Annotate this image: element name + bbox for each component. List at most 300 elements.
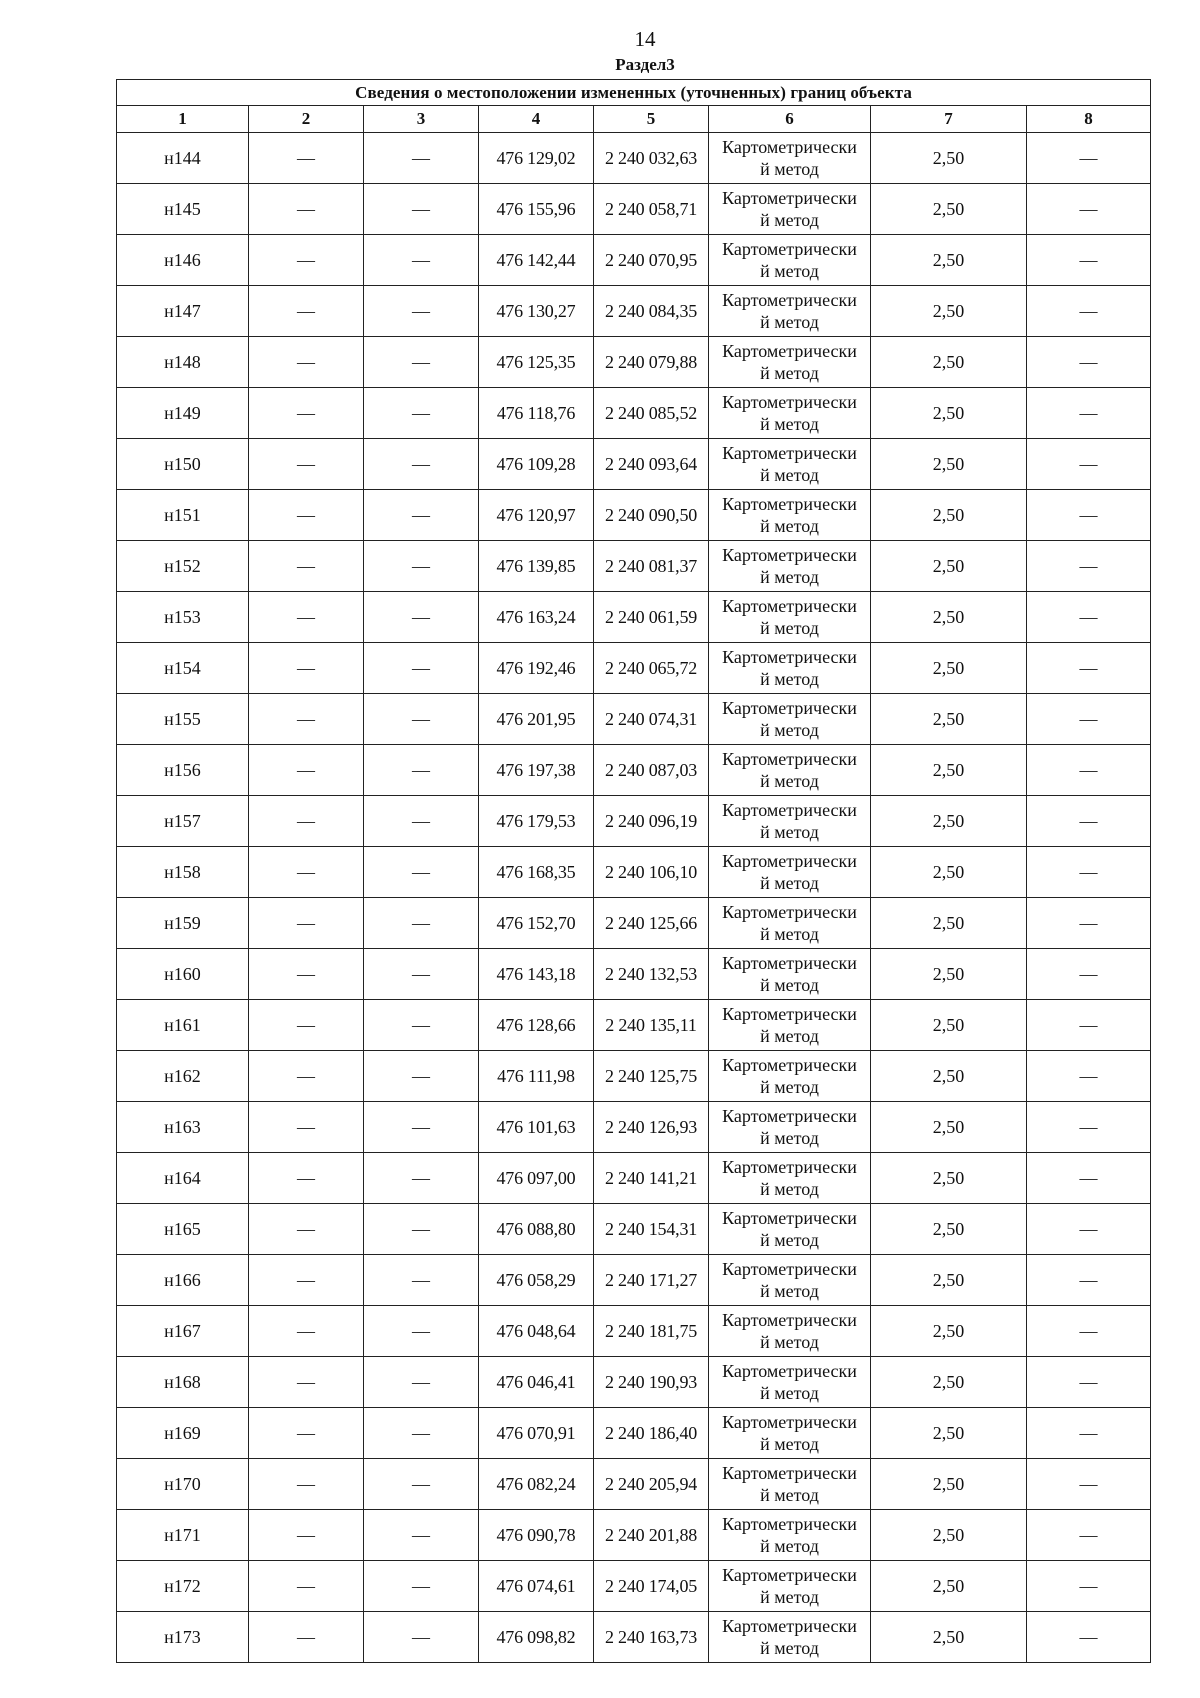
column-3-cell: — — [364, 490, 479, 541]
table-caption-row — [117, 80, 1151, 106]
method-line-1: Картометрически — [722, 800, 857, 820]
column-8-cell: — — [1027, 643, 1151, 694]
column-3-cell: — — [364, 592, 479, 643]
y-coordinate-cell: 2 240 190,93 — [594, 1357, 709, 1408]
table-row — [117, 1459, 1151, 1510]
method-cell — [709, 592, 871, 643]
accuracy-cell: 2,50 — [871, 1357, 1027, 1408]
x-coordinate-cell: 476 109,28 — [479, 439, 594, 490]
point-number-cell: н162 — [117, 1051, 249, 1102]
method-line-2: й метод — [760, 567, 819, 587]
y-coordinate-cell: 2 240 181,75 — [594, 1306, 709, 1357]
accuracy-cell: 2,50 — [871, 490, 1027, 541]
y-coordinate-cell: 2 240 174,05 — [594, 1561, 709, 1612]
x-coordinate-cell: 476 046,41 — [479, 1357, 594, 1408]
method-line-2: й метод — [760, 1587, 819, 1607]
table-row — [117, 796, 1151, 847]
column-2-cell: — — [249, 898, 364, 949]
column-3-cell: — — [364, 1510, 479, 1561]
table-row — [117, 745, 1151, 796]
y-coordinate-cell: 2 240 186,40 — [594, 1408, 709, 1459]
accuracy-cell: 2,50 — [871, 592, 1027, 643]
point-number-cell: н163 — [117, 1102, 249, 1153]
column-2-cell: — — [249, 694, 364, 745]
column-2-cell: — — [249, 592, 364, 643]
point-number-cell: н172 — [117, 1561, 249, 1612]
method-line-2: й метод — [760, 1281, 819, 1301]
point-number-cell: н144 — [117, 133, 249, 184]
x-coordinate-cell: 476 111,98 — [479, 1051, 594, 1102]
y-coordinate-cell: 2 240 032,63 — [594, 133, 709, 184]
point-number-cell: н173 — [117, 1612, 249, 1663]
y-coordinate-cell: 2 240 087,03 — [594, 745, 709, 796]
method-line-1: Картометрически — [722, 698, 857, 718]
accuracy-cell: 2,50 — [871, 1408, 1027, 1459]
method-line-2: й метод — [760, 1230, 819, 1250]
column-header: 2 — [249, 106, 364, 133]
column-8-cell: — — [1027, 898, 1151, 949]
method-cell — [709, 1306, 871, 1357]
y-coordinate-cell: 2 240 058,71 — [594, 184, 709, 235]
y-coordinate-cell: 2 240 201,88 — [594, 1510, 709, 1561]
column-2-cell: — — [249, 1510, 364, 1561]
y-coordinate-cell: 2 240 096,19 — [594, 796, 709, 847]
method-line-2: й метод — [760, 1026, 819, 1046]
x-coordinate-cell: 476 070,91 — [479, 1408, 594, 1459]
column-8-cell: — — [1027, 286, 1151, 337]
method-line-1: Картометрически — [722, 647, 857, 667]
column-2-cell: — — [249, 949, 364, 1000]
x-coordinate-cell: 476 058,29 — [479, 1255, 594, 1306]
table-row — [117, 1051, 1151, 1102]
column-8-cell: — — [1027, 745, 1151, 796]
y-coordinate-cell: 2 240 074,31 — [594, 694, 709, 745]
column-2-cell: — — [249, 1561, 364, 1612]
column-3-cell: — — [364, 796, 479, 847]
method-cell — [709, 1510, 871, 1561]
column-3-cell: — — [364, 1612, 479, 1663]
method-line-2: й метод — [760, 1077, 819, 1097]
method-line-1: Картометрически — [722, 290, 857, 310]
column-2-cell: — — [249, 439, 364, 490]
method-line-1: Картометрически — [722, 1208, 857, 1228]
column-2-cell: — — [249, 337, 364, 388]
x-coordinate-cell: 476 129,02 — [479, 133, 594, 184]
point-number-cell: н152 — [117, 541, 249, 592]
column-3-cell: — — [364, 1000, 479, 1051]
method-line-2: й метод — [760, 414, 819, 434]
method-line-1: Картометрически — [722, 1055, 857, 1075]
table-row — [117, 1306, 1151, 1357]
method-cell — [709, 1561, 871, 1612]
column-3-cell: — — [364, 949, 479, 1000]
column-2-cell: — — [249, 388, 364, 439]
x-coordinate-cell: 476 088,80 — [479, 1204, 594, 1255]
column-2-cell: — — [249, 286, 364, 337]
y-coordinate-cell: 2 240 093,64 — [594, 439, 709, 490]
accuracy-cell: 2,50 — [871, 1204, 1027, 1255]
method-cell — [709, 643, 871, 694]
method-cell — [709, 847, 871, 898]
point-number-cell: н170 — [117, 1459, 249, 1510]
method-line-2: й метод — [760, 1536, 819, 1556]
x-coordinate-cell: 476 163,24 — [479, 592, 594, 643]
y-coordinate-cell: 2 240 205,94 — [594, 1459, 709, 1510]
point-number-cell: н161 — [117, 1000, 249, 1051]
x-coordinate-cell: 476 120,97 — [479, 490, 594, 541]
column-2-cell: — — [249, 1102, 364, 1153]
method-cell — [709, 1204, 871, 1255]
method-cell — [709, 745, 871, 796]
table-row — [117, 1153, 1151, 1204]
method-line-2: й метод — [760, 771, 819, 791]
section-title: Раздел3 — [615, 55, 675, 74]
column-3-cell: — — [364, 133, 479, 184]
accuracy-cell: 2,50 — [871, 796, 1027, 847]
y-coordinate-cell: 2 240 132,53 — [594, 949, 709, 1000]
column-header: 6 — [709, 106, 871, 133]
point-number-cell: н165 — [117, 1204, 249, 1255]
column-2-cell: — — [249, 235, 364, 286]
point-number-cell: н147 — [117, 286, 249, 337]
method-line-1: Картометрически — [722, 902, 857, 922]
table-caption: Сведения о местоположении измененных (уточненных) границ объекта — [117, 80, 1151, 106]
method-line-2: й метод — [760, 1383, 819, 1403]
point-number-cell: н166 — [117, 1255, 249, 1306]
table-row — [117, 949, 1151, 1000]
point-number-cell: н168 — [117, 1357, 249, 1408]
method-cell — [709, 235, 871, 286]
accuracy-cell: 2,50 — [871, 286, 1027, 337]
column-8-cell: — — [1027, 388, 1151, 439]
table-row — [117, 1612, 1151, 1663]
column-3-cell: — — [364, 1255, 479, 1306]
method-line-1: Картометрически — [722, 341, 857, 361]
y-coordinate-cell: 2 240 084,35 — [594, 286, 709, 337]
point-number-cell: н164 — [117, 1153, 249, 1204]
table-row — [117, 439, 1151, 490]
method-line-2: й метод — [760, 873, 819, 893]
method-line-1: Картометрически — [722, 1361, 857, 1381]
column-8-cell: — — [1027, 133, 1151, 184]
table-row — [117, 1408, 1151, 1459]
y-coordinate-cell: 2 240 171,27 — [594, 1255, 709, 1306]
column-8-cell: — — [1027, 1255, 1151, 1306]
x-coordinate-cell: 476 097,00 — [479, 1153, 594, 1204]
accuracy-cell: 2,50 — [871, 1561, 1027, 1612]
point-number-cell: н150 — [117, 439, 249, 490]
point-number-cell: н148 — [117, 337, 249, 388]
method-line-1: Картометрически — [722, 1310, 857, 1330]
column-3-cell: — — [364, 643, 479, 694]
method-line-1: Картометрически — [722, 1157, 857, 1177]
column-8-cell: — — [1027, 796, 1151, 847]
method-line-1: Картометрически — [722, 749, 857, 769]
x-coordinate-cell: 476 074,61 — [479, 1561, 594, 1612]
x-coordinate-cell: 476 130,27 — [479, 286, 594, 337]
method-line-1: Картометрически — [722, 596, 857, 616]
column-8-cell: — — [1027, 235, 1151, 286]
point-number-cell: н158 — [117, 847, 249, 898]
method-line-2: й метод — [760, 822, 819, 842]
point-number-cell: н151 — [117, 490, 249, 541]
column-8-cell: — — [1027, 184, 1151, 235]
accuracy-cell: 2,50 — [871, 1459, 1027, 1510]
column-8-cell: — — [1027, 847, 1151, 898]
column-3-cell: — — [364, 235, 479, 286]
column-8-cell: — — [1027, 490, 1151, 541]
accuracy-cell: 2,50 — [871, 337, 1027, 388]
accuracy-cell: 2,50 — [871, 1510, 1027, 1561]
column-3-cell: — — [364, 184, 479, 235]
table-row — [117, 1357, 1151, 1408]
x-coordinate-cell: 476 155,96 — [479, 184, 594, 235]
column-header: 7 — [871, 106, 1027, 133]
column-2-cell: — — [249, 1408, 364, 1459]
table-row — [117, 694, 1151, 745]
method-line-1: Картометрически — [722, 1514, 857, 1534]
column-8-cell: — — [1027, 541, 1151, 592]
method-cell — [709, 1255, 871, 1306]
y-coordinate-cell: 2 240 125,66 — [594, 898, 709, 949]
accuracy-cell: 2,50 — [871, 388, 1027, 439]
x-coordinate-cell: 476 179,53 — [479, 796, 594, 847]
table-row — [117, 1561, 1151, 1612]
method-cell — [709, 286, 871, 337]
method-cell — [709, 541, 871, 592]
accuracy-cell: 2,50 — [871, 235, 1027, 286]
boundary-coordinates-table — [116, 79, 1151, 1663]
method-cell — [709, 337, 871, 388]
point-number-cell: н171 — [117, 1510, 249, 1561]
table-row — [117, 286, 1151, 337]
method-cell — [709, 694, 871, 745]
column-8-cell: — — [1027, 1561, 1151, 1612]
x-coordinate-cell: 476 142,44 — [479, 235, 594, 286]
method-cell — [709, 1051, 871, 1102]
accuracy-cell: 2,50 — [871, 541, 1027, 592]
x-coordinate-cell: 476 125,35 — [479, 337, 594, 388]
table-row — [117, 1255, 1151, 1306]
y-coordinate-cell: 2 240 061,59 — [594, 592, 709, 643]
table-row — [117, 1102, 1151, 1153]
table-row — [117, 490, 1151, 541]
column-header: 1 — [117, 106, 249, 133]
accuracy-cell: 2,50 — [871, 439, 1027, 490]
method-cell — [709, 133, 871, 184]
method-line-1: Картометрически — [722, 545, 857, 565]
column-2-cell: — — [249, 1255, 364, 1306]
accuracy-cell: 2,50 — [871, 1612, 1027, 1663]
method-cell — [709, 1000, 871, 1051]
column-3-cell: — — [364, 1051, 479, 1102]
method-cell — [709, 796, 871, 847]
y-coordinate-cell: 2 240 079,88 — [594, 337, 709, 388]
accuracy-cell: 2,50 — [871, 184, 1027, 235]
method-cell — [709, 949, 871, 1000]
table-row — [117, 133, 1151, 184]
method-line-2: й метод — [760, 1485, 819, 1505]
column-header: 4 — [479, 106, 594, 133]
table-row — [117, 1510, 1151, 1561]
method-cell — [709, 898, 871, 949]
accuracy-cell: 2,50 — [871, 1051, 1027, 1102]
point-number-cell: н169 — [117, 1408, 249, 1459]
method-line-1: Картометрически — [722, 1412, 857, 1432]
x-coordinate-cell: 476 168,35 — [479, 847, 594, 898]
method-line-1: Картометрически — [722, 494, 857, 514]
column-8-cell: — — [1027, 694, 1151, 745]
column-2-cell: — — [249, 1612, 364, 1663]
column-3-cell: — — [364, 898, 479, 949]
x-coordinate-cell: 476 090,78 — [479, 1510, 594, 1561]
column-8-cell: — — [1027, 1102, 1151, 1153]
x-coordinate-cell: 476 128,66 — [479, 1000, 594, 1051]
method-cell — [709, 1102, 871, 1153]
column-2-cell: — — [249, 1000, 364, 1051]
x-coordinate-cell: 476 143,18 — [479, 949, 594, 1000]
column-2-cell: — — [249, 133, 364, 184]
x-coordinate-cell: 476 139,85 — [479, 541, 594, 592]
method-cell — [709, 490, 871, 541]
table-row — [117, 1204, 1151, 1255]
column-header: 3 — [364, 106, 479, 133]
column-8-cell: — — [1027, 1612, 1151, 1663]
method-line-2: й метод — [760, 159, 819, 179]
y-coordinate-cell: 2 240 126,93 — [594, 1102, 709, 1153]
method-line-2: й метод — [760, 720, 819, 740]
method-cell — [709, 439, 871, 490]
method-line-2: й метод — [760, 975, 819, 995]
point-number-cell: н155 — [117, 694, 249, 745]
method-line-2: й метод — [760, 1638, 819, 1658]
column-2-cell: — — [249, 643, 364, 694]
method-cell — [709, 184, 871, 235]
method-cell — [709, 1357, 871, 1408]
page-number: 14 — [634, 27, 656, 51]
column-2-cell: — — [249, 1357, 364, 1408]
method-line-2: й метод — [760, 1332, 819, 1352]
column-8-cell: — — [1027, 439, 1151, 490]
column-2-cell: — — [249, 796, 364, 847]
accuracy-cell: 2,50 — [871, 949, 1027, 1000]
x-coordinate-cell: 476 098,82 — [479, 1612, 594, 1663]
column-header: 8 — [1027, 106, 1151, 133]
column-8-cell: — — [1027, 1051, 1151, 1102]
table-row — [117, 643, 1151, 694]
point-number-cell: н167 — [117, 1306, 249, 1357]
method-line-2: й метод — [760, 1179, 819, 1199]
point-number-cell: н160 — [117, 949, 249, 1000]
point-number-cell: н149 — [117, 388, 249, 439]
method-line-2: й метод — [760, 669, 819, 689]
method-line-2: й метод — [760, 924, 819, 944]
y-coordinate-cell: 2 240 106,10 — [594, 847, 709, 898]
method-line-1: Картометрически — [722, 443, 857, 463]
column-8-cell: — — [1027, 592, 1151, 643]
column-2-cell: — — [249, 1204, 364, 1255]
column-8-cell: — — [1027, 1459, 1151, 1510]
column-8-cell: — — [1027, 1000, 1151, 1051]
column-3-cell: — — [364, 1408, 479, 1459]
point-number-cell: н146 — [117, 235, 249, 286]
x-coordinate-cell: 476 152,70 — [479, 898, 594, 949]
column-2-cell: — — [249, 1306, 364, 1357]
y-coordinate-cell: 2 240 085,52 — [594, 388, 709, 439]
method-line-1: Картометрически — [722, 137, 857, 157]
column-2-cell: — — [249, 1459, 364, 1510]
column-header: 5 — [594, 106, 709, 133]
x-coordinate-cell: 476 197,38 — [479, 745, 594, 796]
method-line-1: Картометрически — [722, 1565, 857, 1585]
method-line-1: Картометрически — [722, 188, 857, 208]
method-line-1: Картометрически — [722, 392, 857, 412]
column-3-cell: — — [364, 1102, 479, 1153]
accuracy-cell: 2,50 — [871, 745, 1027, 796]
accuracy-cell: 2,50 — [871, 133, 1027, 184]
column-2-cell: — — [249, 847, 364, 898]
table-row — [117, 184, 1151, 235]
point-number-cell: н145 — [117, 184, 249, 235]
method-line-2: й метод — [760, 261, 819, 281]
column-8-cell: — — [1027, 949, 1151, 1000]
column-3-cell: — — [364, 694, 479, 745]
table-row — [117, 1000, 1151, 1051]
x-coordinate-cell: 476 118,76 — [479, 388, 594, 439]
column-8-cell: — — [1027, 1306, 1151, 1357]
column-3-cell: — — [364, 1561, 479, 1612]
column-8-cell: — — [1027, 337, 1151, 388]
column-3-cell: — — [364, 541, 479, 592]
y-coordinate-cell: 2 240 125,75 — [594, 1051, 709, 1102]
method-cell — [709, 1153, 871, 1204]
column-2-cell: — — [249, 1051, 364, 1102]
column-3-cell: — — [364, 286, 479, 337]
table-row — [117, 592, 1151, 643]
method-cell — [709, 1459, 871, 1510]
column-3-cell: — — [364, 1153, 479, 1204]
column-2-cell: — — [249, 184, 364, 235]
table-row — [117, 388, 1151, 439]
accuracy-cell: 2,50 — [871, 1306, 1027, 1357]
y-coordinate-cell: 2 240 090,50 — [594, 490, 709, 541]
method-line-2: й метод — [760, 618, 819, 638]
y-coordinate-cell: 2 240 154,31 — [594, 1204, 709, 1255]
point-number-cell: н157 — [117, 796, 249, 847]
point-number-cell: н156 — [117, 745, 249, 796]
accuracy-cell: 2,50 — [871, 847, 1027, 898]
table-row — [117, 847, 1151, 898]
column-2-cell: — — [249, 541, 364, 592]
method-line-1: Картометрически — [722, 1463, 857, 1483]
y-coordinate-cell: 2 240 081,37 — [594, 541, 709, 592]
column-3-cell: — — [364, 1459, 479, 1510]
table-body — [117, 133, 1151, 1663]
method-line-1: Картометрически — [722, 1259, 857, 1279]
column-3-cell: — — [364, 439, 479, 490]
column-3-cell: — — [364, 388, 479, 439]
y-coordinate-cell: 2 240 163,73 — [594, 1612, 709, 1663]
column-3-cell: — — [364, 1357, 479, 1408]
method-line-1: Картометрически — [722, 1004, 857, 1024]
method-line-1: Картометрически — [722, 239, 857, 259]
column-3-cell: — — [364, 847, 479, 898]
method-line-2: й метод — [760, 516, 819, 536]
column-3-cell: — — [364, 1306, 479, 1357]
table-row — [117, 337, 1151, 388]
table-row — [117, 541, 1151, 592]
column-2-cell: — — [249, 745, 364, 796]
